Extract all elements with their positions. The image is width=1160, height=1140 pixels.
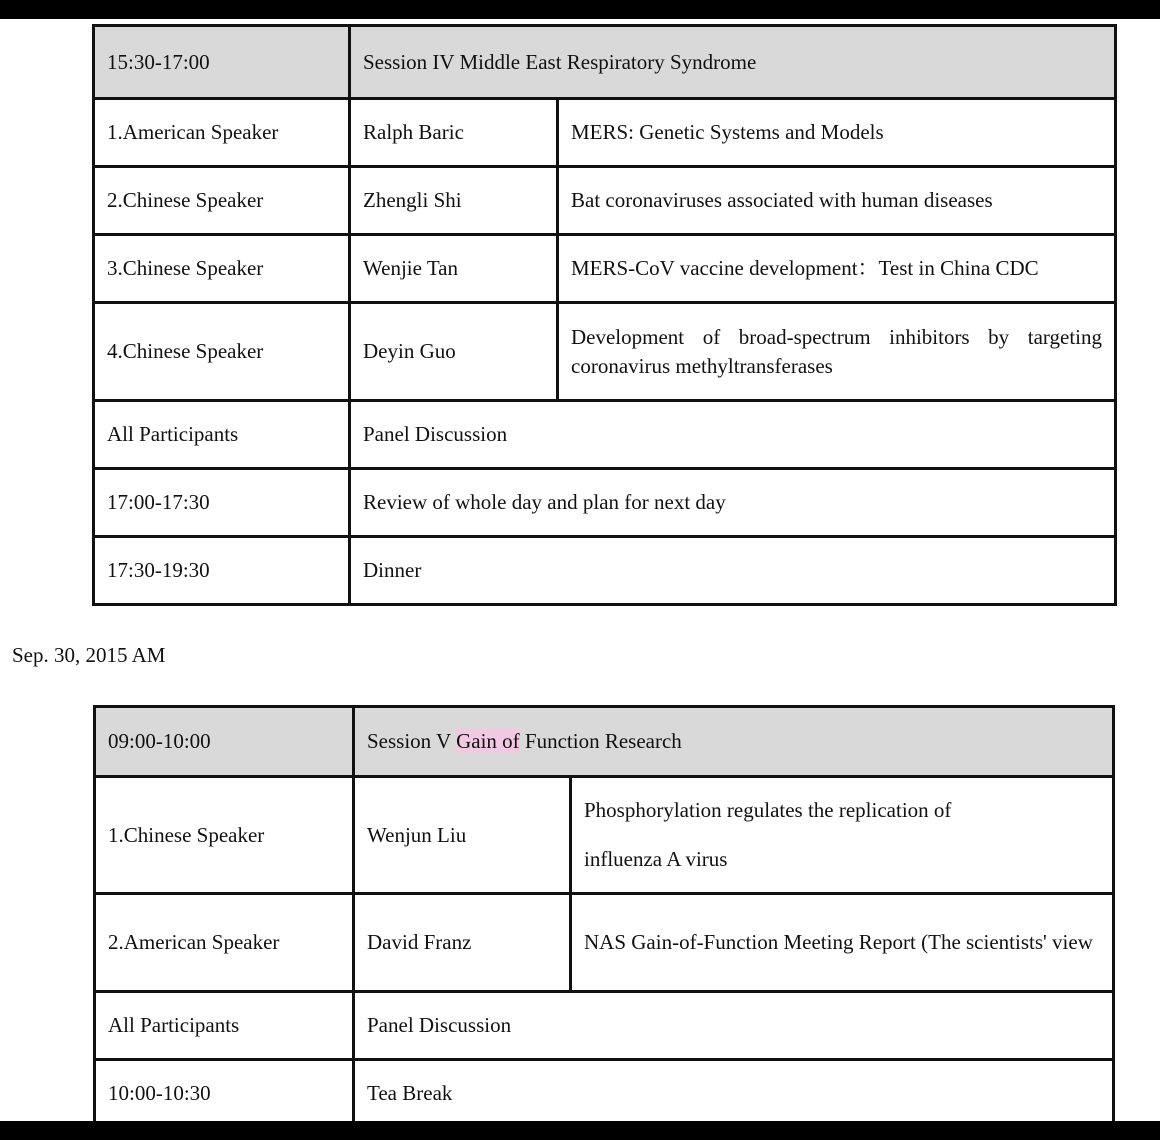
session-title-prefix: Session V [367,729,457,753]
panel-participants: All Participants [95,992,354,1060]
session-header-row [95,707,1114,777]
highlighted-text: Gain of [456,729,520,753]
schedule-table-day1-pm [92,24,1117,606]
date-heading: Sep. 30, 2015 AM [12,643,166,667]
session-time: 15:30-17:00 [94,26,350,99]
table-row [94,235,1116,303]
talk-topic: Development of broad-spectrum inhibitors by targeting coronavirus methyltransferases [558,303,1116,401]
table-row [94,303,1116,401]
review-row [94,469,1116,537]
table-row [94,167,1116,235]
speaker-role: 2.American Speaker [95,894,354,992]
table-row [94,99,1116,167]
session-time: 09:00-10:00 [95,707,354,777]
table-row [95,777,1114,894]
speaker-role: 1.American Speaker [94,99,350,167]
talk-topic: MERS-CoV vaccine development：Test in China CDC [558,235,1116,303]
break-label: Tea Break [354,1060,1114,1128]
talk-topic: Bat coronaviruses associated with human diseases [558,167,1116,235]
dinner-time: 17:30-19:30 [94,537,350,605]
dinner-row [94,537,1116,605]
talk-topic: NAS Gain-of-Function Meeting Report (The scientists' view [571,894,1114,992]
table-row [95,894,1114,992]
schedule-table-day2-am [93,705,1115,1129]
top-edge-bar [0,0,1160,19]
session-header-row [94,26,1116,99]
talk-topic [571,777,1114,894]
speaker-role: 4.Chinese Speaker [94,303,350,401]
talk-topic-line2: influenza A virus [584,847,728,871]
speaker-name: Wenjun Liu [354,777,571,894]
talk-topic-line1: Phosphorylation regulates the replication of [584,798,952,822]
panel-row [95,992,1114,1060]
bottom-edge-bar [0,1121,1160,1140]
speaker-name: Ralph Baric [350,99,558,167]
break-row [95,1060,1114,1128]
panel-row [94,401,1116,469]
panel-label: Panel Discussion [350,401,1116,469]
review-label: Review of whole day and plan for next day [350,469,1116,537]
speaker-name: Wenjie Tan [350,235,558,303]
panel-participants: All Participants [94,401,350,469]
session-title-suffix: Function Research [519,729,682,753]
speaker-name: Zhengli Shi [350,167,558,235]
talk-topic: MERS: Genetic Systems and Models [558,99,1116,167]
panel-label: Panel Discussion [354,992,1114,1060]
speaker-role: 3.Chinese Speaker [94,235,350,303]
dinner-label: Dinner [350,537,1116,605]
speaker-name: David Franz [354,894,571,992]
review-time: 17:00-17:30 [94,469,350,537]
break-time: 10:00-10:30 [95,1060,354,1128]
session-title: Session IV Middle East Respiratory Syndrome [350,26,1116,99]
speaker-name: Deyin Guo [350,303,558,401]
speaker-role: 2.Chinese Speaker [94,167,350,235]
speaker-role: 1.Chinese Speaker [95,777,354,894]
session-title [354,707,1114,777]
